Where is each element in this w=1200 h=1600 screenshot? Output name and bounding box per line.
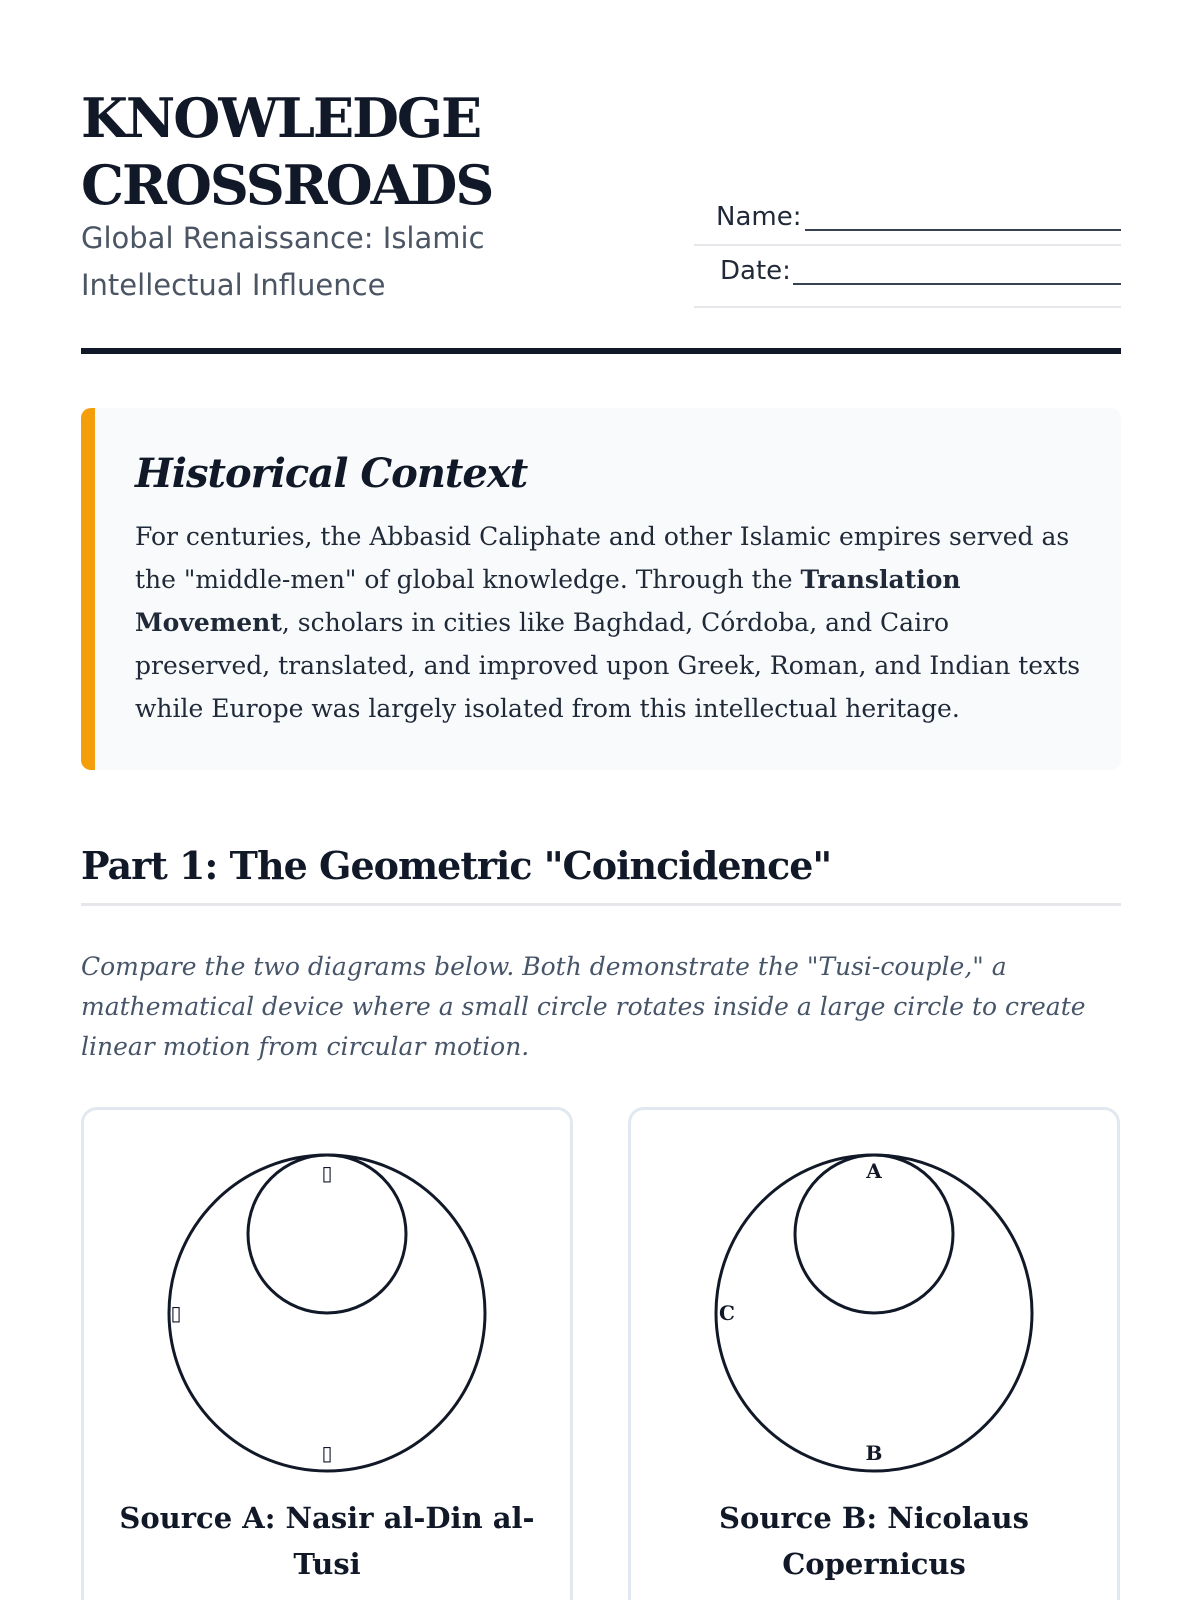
- name-label: Name:: [716, 202, 802, 232]
- source-b-card: [628, 1107, 1120, 1600]
- context-text-rest: , scholars in cities like Baghdad, Córdoba, and Cairo preserved, translated, and improved upon Greek, Roman, and Indian texts while Europe was largely isolated from this intellectual heritage.: [135, 608, 1081, 723]
- tusi-couple-diagram-a: [84, 1110, 570, 1490]
- part-1-instructions: Compare the two diagrams below. Both demonstrate the "Tusi-couple," a mathematical device where a small circle rotates inside a large circle to create linear motion from circular motion.: [81, 952, 1086, 1061]
- label-c: C: [719, 1301, 735, 1325]
- context-heading: Historical Context: [135, 450, 528, 497]
- context-text: [135, 515, 1085, 730]
- student-info-fields: [694, 192, 1121, 308]
- part-1-divider: [81, 903, 1121, 906]
- context-text-bold: Translation Movement: [135, 565, 961, 637]
- historical-context-box: [81, 408, 1121, 770]
- label-a: A: [866, 1159, 882, 1183]
- label-b: B: [865, 1441, 883, 1465]
- name-blank-line[interactable]: [805, 229, 1121, 231]
- tusi-couple-diagram-b: [631, 1110, 1117, 1490]
- worksheet-page: [81, 0, 1121, 1600]
- worksheet-title: [81, 85, 641, 219]
- date-blank-line[interactable]: [793, 283, 1121, 285]
- context-text-intro: For centuries, the Abbasid Caliphate and other Islamic empires served as the "middle-men" of global knowledge. Through the: [135, 522, 1070, 594]
- date-label: Date:: [720, 256, 791, 286]
- date-field[interactable]: [694, 246, 1121, 308]
- title-line-2: CROSSROADS: [81, 153, 493, 217]
- title-line-1: KNOWLEDGE: [81, 86, 481, 150]
- label-bottom: ▯: [321, 1441, 333, 1465]
- name-field[interactable]: [694, 192, 1121, 246]
- source-a-card: [81, 1107, 573, 1600]
- worksheet-subtitle: Global Renaissance: Islamic Intellectual Influence: [81, 221, 485, 302]
- source-a-title: Source A: Nasir al-Din al-Tusi: [119, 1501, 535, 1581]
- header-divider: [81, 348, 1121, 354]
- label-top: ▯: [321, 1161, 333, 1185]
- source-b-title: Source B: Nicolaus Copernicus: [719, 1501, 1029, 1581]
- part-1-heading: Part 1: The Geometric "Coincidence": [81, 843, 832, 888]
- label-left: ▯: [170, 1301, 182, 1325]
